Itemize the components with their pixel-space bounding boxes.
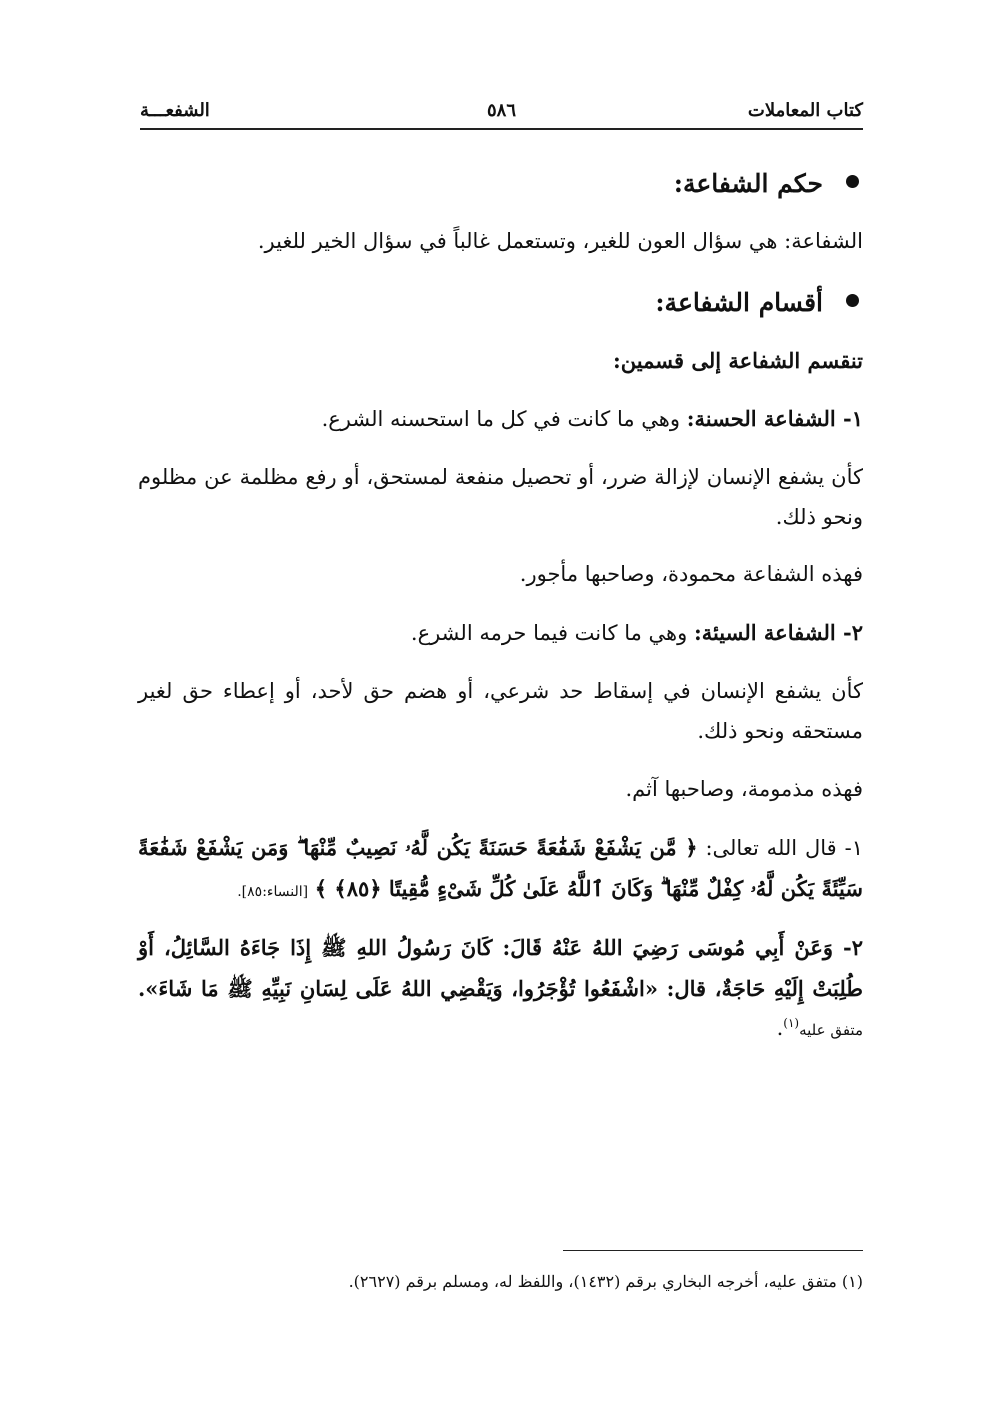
evidence-quran [138, 828, 863, 910]
chapter-title: الشفعـــة [140, 100, 210, 121]
main-content [138, 160, 863, 1067]
good-ruling: فهذه الشفاعة محمودة، وصاحبها مأجور. [519, 562, 863, 587]
good-definition: وهي ما كانت في كل ما استحسنه الشرع. [321, 406, 681, 431]
heading-text: أقسام الشفاعة: [655, 288, 823, 318]
divides-paragraph: تنقسم الشفاعة إلى قسمين: [613, 347, 863, 373]
section-heading-types [138, 279, 863, 327]
bullet-icon [846, 294, 859, 307]
evidence-hadith [138, 928, 863, 1050]
hadith-text: ٢- وَعَنْ أَبِي مُوسَى رَضِيَ اللهُ عَنْهُ قَالَ: كَانَ رَسُولُ اللهِ ﷺ إِذَا جَاءَهُ السَّائِلُ، أَوْ طُلِبَتْ إِلَيْهِ حَاجَةٌ، قال: «اشْفَعُوا تُؤْجَرُوا، وَيَقْضِي اللهُ عَلَى لِسَانِ نَبِيِّهِ ﷺ مَا شَاءَ». [138, 934, 863, 1001]
running-header [140, 100, 863, 130]
section-heading-ruling [138, 160, 863, 208]
good-example: كأن يشفع الإنسان لإزالة ضرر، أو تحصيل منفعة لمستحق، أو رفع مظلمة عن مظلوم ونحو ذلك. [138, 464, 863, 529]
bad-example: كأن يشفع الإنسان في إسقاط حد شرعي، أو هضم حق لأحد، أو إعطاء حق لغير مستحقه ونحو ذلك. [138, 679, 863, 744]
bullet-icon [846, 175, 859, 188]
book-title: كتاب المعاملات [747, 100, 863, 121]
evidence1-intro: ١- قال الله تعالى: [705, 835, 863, 860]
footnote-divider [563, 1250, 863, 1251]
good-label: ١- الشفاعة الحسنة: [686, 405, 863, 431]
bad-intercession [138, 613, 863, 654]
heading-text: حكم الشفاعة: [673, 169, 823, 198]
footnote-marker[interactable]: (١) [783, 1016, 800, 1031]
bad-definition: وهي ما كانت فيما حرمه الشرع. [410, 621, 688, 646]
footnote: (١) متفق عليه، أخرجه البخاري برقم (١٤٣٢)، واللفظ له، ومسلم برقم (٢٦٢٧). [348, 1272, 863, 1291]
bad-ruling: فهذه مذمومة، وصاحبها آثم. [625, 777, 863, 802]
quran-verse: ﴿ مَّن يَشْفَعْ شَفَٰعَةً حَسَنَةً يَكُن لَّهُۥ نَصِيبٌ مِّنْهَا ۖ وَمَن يَشْفَعْ شَفَٰعَةً سَيِّئَةً يَكُن لَّهُۥ كِفْلٌ مِّنْهَا ۗ وَكَانَ ٱللَّهُ عَلَىٰ كُلِّ شَىْءٍ مُّقِيتًا ﴿٨٥﴾ ﴾ [138, 834, 863, 901]
page-number: ٥٨٦ [486, 100, 517, 121]
bad-label: ٢- الشفاعة السيئة: [693, 620, 863, 646]
verse-reference: [النساء:٨٥]. [237, 883, 309, 900]
good-intercession [138, 399, 863, 440]
hadith-end: . [776, 1016, 784, 1041]
hadith-grading: متفق عليه [799, 1021, 863, 1040]
definition-paragraph: الشفاعة: هي سؤال العون للغير، وتستعمل غالباً في سؤال الخير للغير. [257, 228, 863, 253]
